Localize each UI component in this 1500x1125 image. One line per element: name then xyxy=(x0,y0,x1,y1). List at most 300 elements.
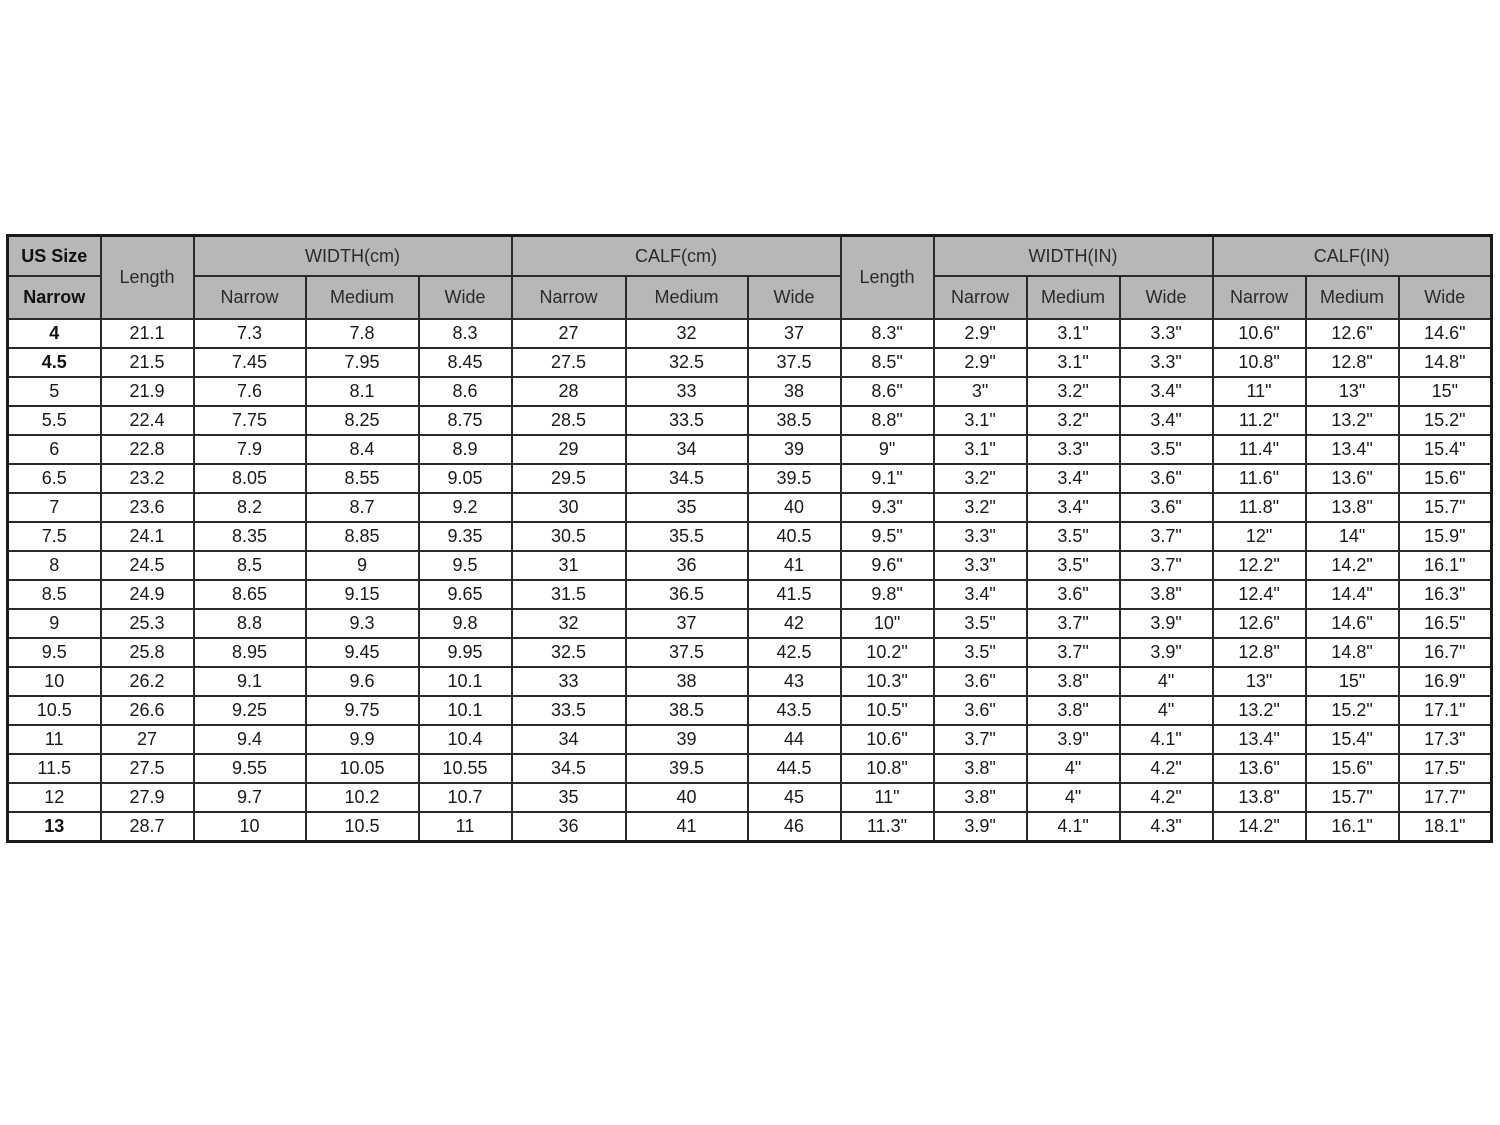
width-in-wide-header: Wide xyxy=(1120,276,1213,319)
calf-in-medium-cell: 14.2" xyxy=(1306,551,1399,580)
length-in-cell: 9.5" xyxy=(841,522,934,551)
table-row xyxy=(8,522,1492,551)
width-cm-medium-cell: 9.9 xyxy=(306,725,419,754)
calf-in-medium-cell: 14" xyxy=(1306,522,1399,551)
width-cm-medium-cell: 9.45 xyxy=(306,638,419,667)
calf-in-narrow-header: Narrow xyxy=(1213,276,1306,319)
length-in-header: Length xyxy=(841,236,934,320)
width-in-narrow-cell: 2.9" xyxy=(934,319,1027,348)
width-cm-narrow-cell: 8.8 xyxy=(194,609,306,638)
width-cm-narrow-cell: 7.45 xyxy=(194,348,306,377)
width-cm-narrow-cell: 7.3 xyxy=(194,319,306,348)
table-row xyxy=(8,348,1492,377)
width-in-medium-cell: 3.9" xyxy=(1027,725,1120,754)
calf-cm-narrow-cell: 28.5 xyxy=(512,406,626,435)
width-in-medium-cell: 3.1" xyxy=(1027,348,1120,377)
width-in-wide-cell: 4" xyxy=(1120,696,1213,725)
calf-in-wide-cell: 17.1" xyxy=(1399,696,1492,725)
calf-in-medium-cell: 15" xyxy=(1306,667,1399,696)
width-cm-wide-cell: 10.1 xyxy=(419,667,512,696)
calf-cm-medium-cell: 38 xyxy=(626,667,748,696)
length-cm-cell: 27.9 xyxy=(101,783,194,812)
length-cm-cell: 26.6 xyxy=(101,696,194,725)
us-size-header: US Size xyxy=(8,236,101,277)
calf-in-medium-cell: 15.7" xyxy=(1306,783,1399,812)
calf-cm-medium-cell: 34.5 xyxy=(626,464,748,493)
calf-cm-medium-cell: 35.5 xyxy=(626,522,748,551)
width-cm-medium-cell: 9.3 xyxy=(306,609,419,638)
calf-in-wide-cell: 17.3" xyxy=(1399,725,1492,754)
us-size-cell: 10 xyxy=(8,667,101,696)
length-cm-cell: 23.2 xyxy=(101,464,194,493)
width-cm-narrow-cell: 10 xyxy=(194,812,306,842)
width-cm-wide-cell: 8.75 xyxy=(419,406,512,435)
calf-cm-narrow-cell: 28 xyxy=(512,377,626,406)
table-row xyxy=(8,551,1492,580)
width-in-narrow-cell: 3.3" xyxy=(934,522,1027,551)
width-cm-wide-cell: 10.55 xyxy=(419,754,512,783)
width-cm-narrow-cell: 7.75 xyxy=(194,406,306,435)
table-row xyxy=(8,725,1492,754)
us-size-cell: 4 xyxy=(8,319,101,348)
width-in-wide-cell: 3.5" xyxy=(1120,435,1213,464)
table-row xyxy=(8,435,1492,464)
calf-in-narrow-cell: 13.4" xyxy=(1213,725,1306,754)
table-row xyxy=(8,493,1492,522)
calf-in-medium-cell: 14.6" xyxy=(1306,609,1399,638)
width-in-wide-cell: 4" xyxy=(1120,667,1213,696)
length-cm-cell: 27 xyxy=(101,725,194,754)
width-cm-narrow-cell: 9.7 xyxy=(194,783,306,812)
calf-cm-wide-cell: 41.5 xyxy=(748,580,841,609)
calf-in-wide-cell: 16.5" xyxy=(1399,609,1492,638)
width-in-medium-cell: 3.3" xyxy=(1027,435,1120,464)
width-cm-medium-cell: 10.05 xyxy=(306,754,419,783)
width-in-medium-cell: 3.7" xyxy=(1027,609,1120,638)
calf-in-medium-cell: 15.4" xyxy=(1306,725,1399,754)
header-row-subcolumns xyxy=(8,276,1492,319)
width-cm-wide-cell: 8.45 xyxy=(419,348,512,377)
calf-cm-medium-cell: 39 xyxy=(626,725,748,754)
width-cm-header: WIDTH(cm) xyxy=(194,236,512,277)
us-size-cell: 9 xyxy=(8,609,101,638)
width-in-narrow-cell: 3.5" xyxy=(934,638,1027,667)
us-size-cell: 4.5 xyxy=(8,348,101,377)
length-cm-header: Length xyxy=(101,236,194,320)
table-row xyxy=(8,667,1492,696)
calf-cm-medium-cell: 34 xyxy=(626,435,748,464)
calf-cm-narrow-cell: 31.5 xyxy=(512,580,626,609)
length-in-cell: 11" xyxy=(841,783,934,812)
calf-in-narrow-cell: 11" xyxy=(1213,377,1306,406)
width-in-narrow-cell: 3.4" xyxy=(934,580,1027,609)
header-row-groups xyxy=(8,236,1492,277)
calf-cm-narrow-cell: 34.5 xyxy=(512,754,626,783)
calf-cm-medium-cell: 36.5 xyxy=(626,580,748,609)
length-in-cell: 9.8" xyxy=(841,580,934,609)
width-in-header: WIDTH(IN) xyxy=(934,236,1213,277)
width-cm-wide-cell: 9.35 xyxy=(419,522,512,551)
width-cm-medium-cell: 10.2 xyxy=(306,783,419,812)
calf-cm-wide-cell: 39 xyxy=(748,435,841,464)
calf-cm-medium-cell: 35 xyxy=(626,493,748,522)
calf-in-narrow-cell: 12.4" xyxy=(1213,580,1306,609)
calf-in-wide-cell: 15.4" xyxy=(1399,435,1492,464)
width-cm-medium-cell: 8.25 xyxy=(306,406,419,435)
calf-in-wide-cell: 14.6" xyxy=(1399,319,1492,348)
length-cm-cell: 25.8 xyxy=(101,638,194,667)
width-in-medium-cell: 3.7" xyxy=(1027,638,1120,667)
width-in-narrow-cell: 3.8" xyxy=(934,754,1027,783)
calf-cm-narrow-cell: 30.5 xyxy=(512,522,626,551)
width-cm-medium-cell: 9.15 xyxy=(306,580,419,609)
width-cm-wide-cell: 10.7 xyxy=(419,783,512,812)
width-cm-narrow-cell: 7.6 xyxy=(194,377,306,406)
calf-cm-narrow-header: Narrow xyxy=(512,276,626,319)
width-in-wide-cell: 4.3" xyxy=(1120,812,1213,842)
table-row xyxy=(8,638,1492,667)
calf-in-narrow-cell: 11.2" xyxy=(1213,406,1306,435)
calf-cm-wide-cell: 45 xyxy=(748,783,841,812)
calf-in-narrow-cell: 12" xyxy=(1213,522,1306,551)
table-row xyxy=(8,812,1492,842)
us-size-cell: 8 xyxy=(8,551,101,580)
calf-cm-wide-cell: 39.5 xyxy=(748,464,841,493)
width-in-wide-cell: 3.6" xyxy=(1120,464,1213,493)
width-in-wide-cell: 3.9" xyxy=(1120,638,1213,667)
calf-in-narrow-cell: 11.6" xyxy=(1213,464,1306,493)
width-cm-medium-cell: 9.75 xyxy=(306,696,419,725)
calf-in-wide-cell: 17.5" xyxy=(1399,754,1492,783)
width-in-medium-cell: 3.8" xyxy=(1027,696,1120,725)
width-cm-medium-header: Medium xyxy=(306,276,419,319)
length-cm-cell: 21.1 xyxy=(101,319,194,348)
us-size-cell: 6 xyxy=(8,435,101,464)
width-in-medium-cell: 4" xyxy=(1027,783,1120,812)
length-cm-cell: 24.9 xyxy=(101,580,194,609)
us-size-cell: 5.5 xyxy=(8,406,101,435)
width-cm-wide-cell: 9.05 xyxy=(419,464,512,493)
width-cm-wide-cell: 9.5 xyxy=(419,551,512,580)
width-cm-medium-cell: 8.85 xyxy=(306,522,419,551)
calf-in-narrow-cell: 10.6" xyxy=(1213,319,1306,348)
calf-in-medium-cell: 13.8" xyxy=(1306,493,1399,522)
calf-in-narrow-cell: 13.2" xyxy=(1213,696,1306,725)
calf-cm-medium-cell: 38.5 xyxy=(626,696,748,725)
table-row xyxy=(8,319,1492,348)
size-chart-table xyxy=(6,234,1493,843)
calf-cm-medium-cell: 32.5 xyxy=(626,348,748,377)
width-cm-medium-cell: 9.6 xyxy=(306,667,419,696)
calf-in-medium-cell: 16.1" xyxy=(1306,812,1399,842)
width-in-narrow-cell: 3.2" xyxy=(934,493,1027,522)
width-in-narrow-cell: 3.1" xyxy=(934,435,1027,464)
calf-in-narrow-cell: 12.6" xyxy=(1213,609,1306,638)
length-in-cell: 11.3" xyxy=(841,812,934,842)
calf-cm-wide-cell: 42.5 xyxy=(748,638,841,667)
length-cm-cell: 27.5 xyxy=(101,754,194,783)
calf-cm-wide-cell: 40 xyxy=(748,493,841,522)
calf-in-wide-cell: 15.2" xyxy=(1399,406,1492,435)
us-size-subheader: Narrow xyxy=(8,276,101,319)
calf-cm-wide-cell: 46 xyxy=(748,812,841,842)
calf-in-medium-cell: 13" xyxy=(1306,377,1399,406)
width-cm-wide-cell: 8.3 xyxy=(419,319,512,348)
calf-in-narrow-cell: 13" xyxy=(1213,667,1306,696)
calf-in-wide-cell: 16.7" xyxy=(1399,638,1492,667)
calf-cm-narrow-cell: 27 xyxy=(512,319,626,348)
width-cm-narrow-cell: 8.95 xyxy=(194,638,306,667)
width-cm-wide-cell: 8.6 xyxy=(419,377,512,406)
us-size-cell: 12 xyxy=(8,783,101,812)
width-in-narrow-cell: 3.6" xyxy=(934,696,1027,725)
calf-cm-wide-cell: 41 xyxy=(748,551,841,580)
calf-cm-wide-cell: 43.5 xyxy=(748,696,841,725)
calf-cm-wide-cell: 40.5 xyxy=(748,522,841,551)
calf-cm-medium-cell: 41 xyxy=(626,812,748,842)
length-in-cell: 9.1" xyxy=(841,464,934,493)
calf-cm-wide-cell: 44.5 xyxy=(748,754,841,783)
width-cm-wide-cell: 9.8 xyxy=(419,609,512,638)
length-cm-cell: 21.9 xyxy=(101,377,194,406)
width-in-narrow-cell: 3.1" xyxy=(934,406,1027,435)
width-in-wide-cell: 3.3" xyxy=(1120,348,1213,377)
calf-cm-narrow-cell: 36 xyxy=(512,812,626,842)
width-in-narrow-cell: 3.2" xyxy=(934,464,1027,493)
width-cm-wide-cell: 9.65 xyxy=(419,580,512,609)
width-cm-wide-header: Wide xyxy=(419,276,512,319)
length-in-cell: 10.6" xyxy=(841,725,934,754)
width-cm-narrow-cell: 9.4 xyxy=(194,725,306,754)
length-cm-cell: 22.8 xyxy=(101,435,194,464)
calf-in-medium-cell: 13.6" xyxy=(1306,464,1399,493)
table-row xyxy=(8,609,1492,638)
width-in-narrow-cell: 3.9" xyxy=(934,812,1027,842)
width-cm-wide-cell: 10.1 xyxy=(419,696,512,725)
length-cm-cell: 25.3 xyxy=(101,609,194,638)
width-in-medium-cell: 3.6" xyxy=(1027,580,1120,609)
width-cm-narrow-cell: 8.5 xyxy=(194,551,306,580)
calf-cm-narrow-cell: 27.5 xyxy=(512,348,626,377)
width-cm-narrow-cell: 9.25 xyxy=(194,696,306,725)
width-in-narrow-header: Narrow xyxy=(934,276,1027,319)
width-in-medium-cell: 3.5" xyxy=(1027,551,1120,580)
calf-cm-medium-cell: 39.5 xyxy=(626,754,748,783)
width-in-medium-cell: 3.5" xyxy=(1027,522,1120,551)
width-cm-narrow-cell: 8.65 xyxy=(194,580,306,609)
width-in-medium-cell: 3.4" xyxy=(1027,464,1120,493)
calf-cm-narrow-cell: 32.5 xyxy=(512,638,626,667)
length-in-cell: 8.8" xyxy=(841,406,934,435)
width-cm-wide-cell: 8.9 xyxy=(419,435,512,464)
us-size-cell: 7.5 xyxy=(8,522,101,551)
length-cm-cell: 23.6 xyxy=(101,493,194,522)
calf-cm-medium-cell: 36 xyxy=(626,551,748,580)
width-cm-narrow-cell: 7.9 xyxy=(194,435,306,464)
table-body xyxy=(8,319,1492,842)
width-in-wide-cell: 4.2" xyxy=(1120,754,1213,783)
table-row xyxy=(8,783,1492,812)
calf-in-wide-cell: 16.9" xyxy=(1399,667,1492,696)
length-in-cell: 8.5" xyxy=(841,348,934,377)
width-cm-narrow-cell: 9.55 xyxy=(194,754,306,783)
calf-in-medium-cell: 14.4" xyxy=(1306,580,1399,609)
calf-in-wide-cell: 15" xyxy=(1399,377,1492,406)
calf-in-narrow-cell: 12.2" xyxy=(1213,551,1306,580)
calf-cm-medium-cell: 37.5 xyxy=(626,638,748,667)
width-in-wide-cell: 3.7" xyxy=(1120,522,1213,551)
calf-cm-narrow-cell: 35 xyxy=(512,783,626,812)
calf-in-wide-cell: 17.7" xyxy=(1399,783,1492,812)
width-cm-wide-cell: 9.95 xyxy=(419,638,512,667)
table-row xyxy=(8,754,1492,783)
width-cm-medium-cell: 8.55 xyxy=(306,464,419,493)
width-in-wide-cell: 4.1" xyxy=(1120,725,1213,754)
calf-in-wide-cell: 14.8" xyxy=(1399,348,1492,377)
calf-in-narrow-cell: 12.8" xyxy=(1213,638,1306,667)
length-in-cell: 9" xyxy=(841,435,934,464)
width-in-narrow-cell: 3.6" xyxy=(934,667,1027,696)
calf-cm-narrow-cell: 30 xyxy=(512,493,626,522)
length-cm-cell: 24.1 xyxy=(101,522,194,551)
calf-in-wide-cell: 15.7" xyxy=(1399,493,1492,522)
us-size-cell: 6.5 xyxy=(8,464,101,493)
width-cm-medium-cell: 7.95 xyxy=(306,348,419,377)
us-size-cell: 11 xyxy=(8,725,101,754)
length-cm-cell: 22.4 xyxy=(101,406,194,435)
width-cm-medium-cell: 8.4 xyxy=(306,435,419,464)
calf-cm-medium-cell: 37 xyxy=(626,609,748,638)
width-cm-narrow-cell: 8.2 xyxy=(194,493,306,522)
calf-in-medium-cell: 12.8" xyxy=(1306,348,1399,377)
length-in-cell: 10.3" xyxy=(841,667,934,696)
width-in-narrow-cell: 3.3" xyxy=(934,551,1027,580)
us-size-cell: 7 xyxy=(8,493,101,522)
calf-cm-narrow-cell: 32 xyxy=(512,609,626,638)
length-in-cell: 8.6" xyxy=(841,377,934,406)
table-row xyxy=(8,464,1492,493)
width-in-narrow-cell: 3.8" xyxy=(934,783,1027,812)
width-cm-wide-cell: 11 xyxy=(419,812,512,842)
calf-in-medium-cell: 15.6" xyxy=(1306,754,1399,783)
calf-in-narrow-cell: 11.4" xyxy=(1213,435,1306,464)
us-size-cell: 10.5 xyxy=(8,696,101,725)
calf-cm-narrow-cell: 31 xyxy=(512,551,626,580)
calf-in-narrow-cell: 13.8" xyxy=(1213,783,1306,812)
calf-in-medium-cell: 13.2" xyxy=(1306,406,1399,435)
us-size-cell: 5 xyxy=(8,377,101,406)
width-in-wide-cell: 3.3" xyxy=(1120,319,1213,348)
calf-in-narrow-cell: 14.2" xyxy=(1213,812,1306,842)
us-size-cell: 9.5 xyxy=(8,638,101,667)
calf-cm-medium-header: Medium xyxy=(626,276,748,319)
table-row xyxy=(8,696,1492,725)
width-in-medium-cell: 3.8" xyxy=(1027,667,1120,696)
width-in-wide-cell: 3.8" xyxy=(1120,580,1213,609)
table-row xyxy=(8,377,1492,406)
length-cm-cell: 26.2 xyxy=(101,667,194,696)
calf-cm-narrow-cell: 29 xyxy=(512,435,626,464)
calf-cm-narrow-cell: 33 xyxy=(512,667,626,696)
calf-in-wide-cell: 16.3" xyxy=(1399,580,1492,609)
calf-in-medium-cell: 15.2" xyxy=(1306,696,1399,725)
width-in-narrow-cell: 2.9" xyxy=(934,348,1027,377)
width-in-wide-cell: 4.2" xyxy=(1120,783,1213,812)
width-in-medium-cell: 4.1" xyxy=(1027,812,1120,842)
calf-cm-wide-cell: 44 xyxy=(748,725,841,754)
width-in-wide-cell: 3.7" xyxy=(1120,551,1213,580)
width-cm-medium-cell: 8.1 xyxy=(306,377,419,406)
length-cm-cell: 24.5 xyxy=(101,551,194,580)
length-in-cell: 10" xyxy=(841,609,934,638)
us-size-cell: 11.5 xyxy=(8,754,101,783)
calf-in-narrow-cell: 11.8" xyxy=(1213,493,1306,522)
us-size-cell: 13 xyxy=(8,812,101,842)
calf-in-wide-cell: 18.1" xyxy=(1399,812,1492,842)
width-in-medium-cell: 3.4" xyxy=(1027,493,1120,522)
width-in-wide-cell: 3.6" xyxy=(1120,493,1213,522)
calf-cm-medium-cell: 32 xyxy=(626,319,748,348)
calf-in-narrow-cell: 10.8" xyxy=(1213,348,1306,377)
calf-in-wide-cell: 15.9" xyxy=(1399,522,1492,551)
length-cm-cell: 21.5 xyxy=(101,348,194,377)
width-in-narrow-cell: 3" xyxy=(934,377,1027,406)
calf-in-wide-cell: 16.1" xyxy=(1399,551,1492,580)
table-row xyxy=(8,406,1492,435)
width-in-narrow-cell: 3.5" xyxy=(934,609,1027,638)
calf-cm-wide-header: Wide xyxy=(748,276,841,319)
calf-cm-wide-cell: 42 xyxy=(748,609,841,638)
calf-cm-narrow-cell: 34 xyxy=(512,725,626,754)
length-in-cell: 10.2" xyxy=(841,638,934,667)
table-header xyxy=(8,236,1492,320)
calf-cm-wide-cell: 43 xyxy=(748,667,841,696)
length-in-cell: 9.6" xyxy=(841,551,934,580)
calf-cm-wide-cell: 37.5 xyxy=(748,348,841,377)
calf-cm-header: CALF(cm) xyxy=(512,236,841,277)
us-size-cell: 8.5 xyxy=(8,580,101,609)
width-cm-narrow-header: Narrow xyxy=(194,276,306,319)
width-in-wide-cell: 3.9" xyxy=(1120,609,1213,638)
calf-cm-wide-cell: 38.5 xyxy=(748,406,841,435)
calf-cm-wide-cell: 37 xyxy=(748,319,841,348)
width-in-medium-cell: 3.2" xyxy=(1027,377,1120,406)
width-in-medium-cell: 3.2" xyxy=(1027,406,1120,435)
width-in-medium-cell: 4" xyxy=(1027,754,1120,783)
calf-in-medium-cell: 13.4" xyxy=(1306,435,1399,464)
calf-cm-narrow-cell: 29.5 xyxy=(512,464,626,493)
calf-in-wide-cell: 15.6" xyxy=(1399,464,1492,493)
width-in-wide-cell: 3.4" xyxy=(1120,377,1213,406)
width-in-medium-cell: 3.1" xyxy=(1027,319,1120,348)
width-cm-wide-cell: 10.4 xyxy=(419,725,512,754)
width-cm-medium-cell: 9 xyxy=(306,551,419,580)
calf-in-medium-cell: 14.8" xyxy=(1306,638,1399,667)
width-cm-wide-cell: 9.2 xyxy=(419,493,512,522)
width-in-medium-header: Medium xyxy=(1027,276,1120,319)
width-in-narrow-cell: 3.7" xyxy=(934,725,1027,754)
calf-cm-wide-cell: 38 xyxy=(748,377,841,406)
width-cm-narrow-cell: 8.05 xyxy=(194,464,306,493)
calf-in-wide-header: Wide xyxy=(1399,276,1492,319)
calf-cm-medium-cell: 33.5 xyxy=(626,406,748,435)
width-cm-narrow-cell: 9.1 xyxy=(194,667,306,696)
length-in-cell: 10.8" xyxy=(841,754,934,783)
calf-in-narrow-cell: 13.6" xyxy=(1213,754,1306,783)
width-cm-medium-cell: 7.8 xyxy=(306,319,419,348)
calf-in-medium-header: Medium xyxy=(1306,276,1399,319)
length-in-cell: 10.5" xyxy=(841,696,934,725)
